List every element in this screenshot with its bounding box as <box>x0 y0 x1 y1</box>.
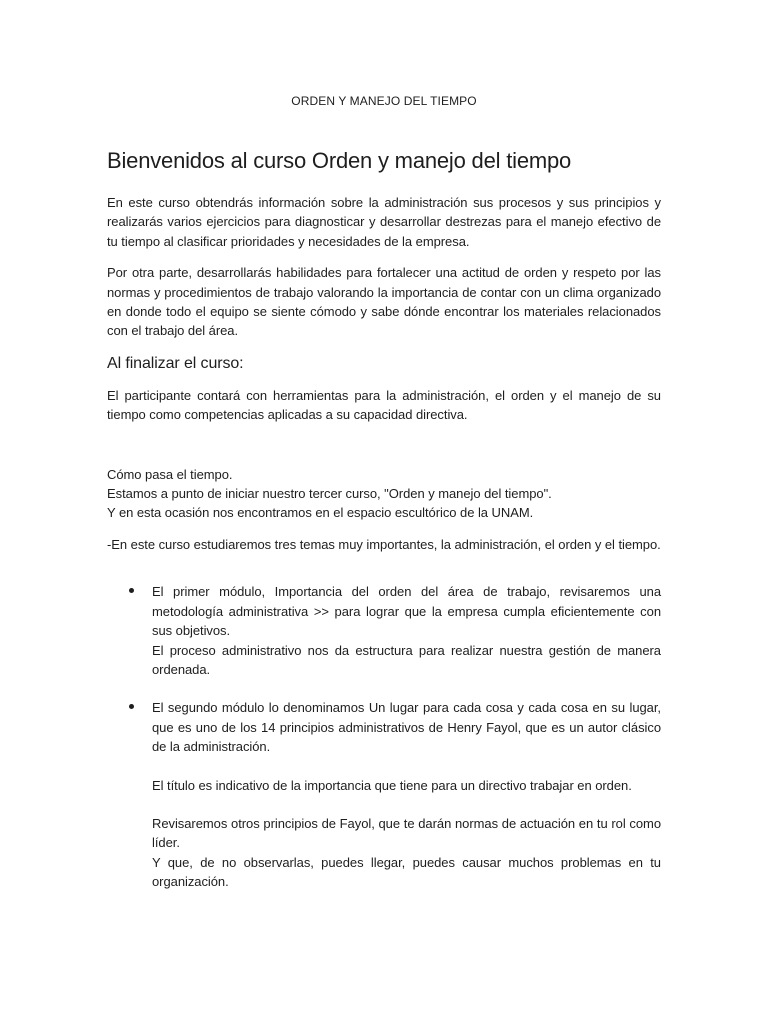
module-2-paragraph: El segundo módulo lo denominamos Un lugar para cada cosa y cada cosa en su lugar, que es uno de los 14 principios administrativos de Henry Fayol, que es un autor clásico de la administración. <box>152 700 661 755</box>
transcript-line: Estamos a punto de iniciar nuestro tercer curso, "Orden y manejo del tiempo". <box>107 486 552 502</box>
list-item <box>107 698 661 891</box>
module-2-paragraph: Revisaremos otros principios de Fayol, que te darán normas de actuación en tu rol como líder. <box>152 815 661 851</box>
module-1-paragraph: El proceso administrativo nos da estructura para realizar nuestra gestión de manera ordenada. <box>152 642 661 677</box>
module-1-paragraph: El primer módulo, Importancia del orden del área de trabajo, revisaremos una metodología administrativa >> para lograr que la empresa cumpla eficientemente con sus objetivos. <box>152 584 661 639</box>
document-title: ORDEN Y MANEJO DEL TIEMPO <box>291 94 477 108</box>
transcript-line: Cómo pasa el tiempo. <box>107 466 233 482</box>
intro-paragraph-2: Por otra parte, desarrollarás habilidades para fortalecer una actitud de orden y respeto por las normas y procedimientos de trabajo valorando la importancia de contar con un clima organizado en donde todo el equipo se siente cómodo y sabe dónde encontrar los materiales relacionados con el trabajo del área. <box>107 265 661 339</box>
outcome-subheading: Al finalizar el curso: <box>107 354 244 372</box>
section-spacer <box>107 437 661 465</box>
modules-list <box>107 582 661 891</box>
topics-intro-paragraph: -En este curso estudiaremos tres temas muy importantes, la administración, el orden y el tiempo. <box>107 536 661 552</box>
intro-paragraph-1: En este curso obtendrás información sobre la administración sus procesos y sus principios y realizarás varios ejercicios para diagnosticar y desarrollar destrezas para el manejo efectivo de tu tiempo al clasificar prioridades y necesidades de la empresa. <box>107 195 661 249</box>
list-item <box>107 582 661 679</box>
paragraph-gap <box>152 795 661 814</box>
outcome-paragraph: El participante contará con herramientas para la administración, el orden y el manejo de su tiempo como competencias aplicadas a su capacidad directiva. <box>107 387 661 423</box>
transcript-block <box>107 465 661 523</box>
module-2-paragraph: El título es indicativo de la importancia que tiene para un directivo trabajar en orden. <box>152 777 632 793</box>
paragraph-gap <box>152 757 661 776</box>
transcript-line: Y en esta ocasión nos encontramos en el espacio escultórico de la UNAM. <box>107 505 534 521</box>
course-heading: Bienvenidos al curso Orden y manejo del tiempo <box>107 148 572 173</box>
bullet-icon <box>129 704 134 709</box>
module-2-paragraph: Y que, de no observarlas, puedes llegar, puedes causar muchos problemas en tu organización. <box>152 854 661 890</box>
bullet-icon <box>129 588 134 593</box>
